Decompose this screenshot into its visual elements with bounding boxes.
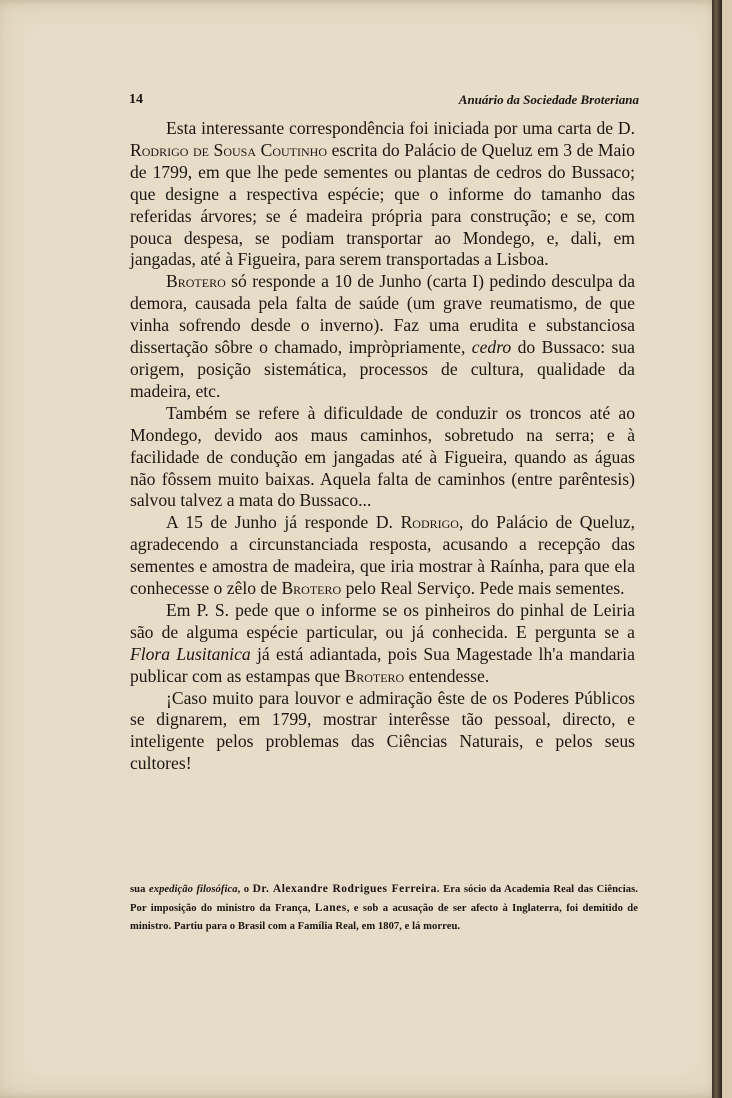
main-text [130,118,635,775]
book-title: Flora Lusitanica [130,643,251,664]
text-run: escrita do Palácio de Queluz em 3 de Maio de 1799, em que lhe pede sementes ou plantas de cedros do Bussaco; que designe a respectiva espécie; que o informe do tamanho das referidas árvores; se é madeira própria para construção; e se, com pouca despesa, se podiam transportar ao Mondego, e, dali, em jangadas, até à Figueira, para serem transportadas a Lisboa. [130,139,635,270]
person-name: Brotero [281,578,342,599]
paragraph-2 [130,271,635,402]
person-name: Lanes [314,902,347,915]
text-run: pelo Real Serviço. Pede mais sementes. [341,578,625,599]
running-title: Anuário da Sociedade Broteriana [458,92,639,107]
italic-term: expedição filosófica [148,884,238,895]
paragraph-4 [130,512,635,600]
text-run: só responde a 10 de Junho (carta I) pedindo desculpa da demora, causada pela falta de saúde (um grave reumatismo, de que vinha sofrendo desde o inverno). Faz uma erudita e substanciosa dissertação sôbre o chamado, impròpriamente, [130,271,635,358]
text-run: , do Palácio de Queluz, agradecendo a circunstanciada resposta, acusando a recepção das sementes e amostra de madeira, que iria mostrar à Raínha, para que ela conhecesse o zêlo de [130,512,635,599]
person-name: Rodrigo de Sousa Coutinho [130,139,327,160]
person-name: Brotero [344,665,405,686]
paragraph-1 [130,118,635,271]
text-run: A 15 de Junho já responde D. [166,512,401,533]
paragraph-5 [130,600,635,688]
text-run: , o [237,884,253,895]
text-run: sua [130,884,149,895]
paragraph-3 [130,403,635,513]
text-run: entendesse. [404,665,490,686]
footnote [130,880,638,937]
running-header [129,92,639,112]
footnote-text [130,880,638,937]
text-run: Esta interessante correspondência foi iniciada por uma carta de D. [166,118,635,138]
person-name: Rodrigo [400,512,459,533]
italic-term: cedro [471,337,512,358]
text-run: já está adiantada, pois Sua Magestade lh'a mandaria publicar com as estampas que [130,643,635,686]
text-run: do Bussaco: sua origem, posição sistemática, processos de cultura, qualidade da madeira, etc. [130,337,635,401]
person-name: Brotero [166,271,226,292]
person-name: Dr. Alexandre Rodrigues Ferreira [252,883,437,895]
text-run: , e sob a acusação de ser afecto à Inglaterra, foi demitido de ministro. Partiu para o Brasil com a Família Real, em 1807, e lá morreu. [130,903,638,933]
page-binding-edge [712,0,722,1098]
paragraph-6 [130,688,635,776]
page-number: 14 [129,92,143,107]
text-run: . Era sócio da Academia Real das Ciências. Por imposição do ministro da França, [130,884,638,915]
text-run: Também se refere à dificuldade de conduzir os troncos até ao Mondego, devido aos maus caminhos, sobretudo na serra; e à facilidade de condução em jangadas até à Figueira, quando as águas não fôssem muito baixas. Aquela falta de caminhos (entre parêntesis) salvou talvez a mata do Bussaco... [130,402,635,511]
text-run: ¡Caso muito para louvor e admiração êste de os Poderes Públicos se dignarem, em 1799, mostrar interêsse tão pessoal, directo, e inteligente pelos problemas das Ciências Naturais, e pelos seus cultores! [130,687,635,774]
text-run: Em P. S. pede que o informe se os pinheiros do pinhal de Leiria são de alguma espécie particular, ou já conhecida. E pergunta se a [130,599,635,642]
